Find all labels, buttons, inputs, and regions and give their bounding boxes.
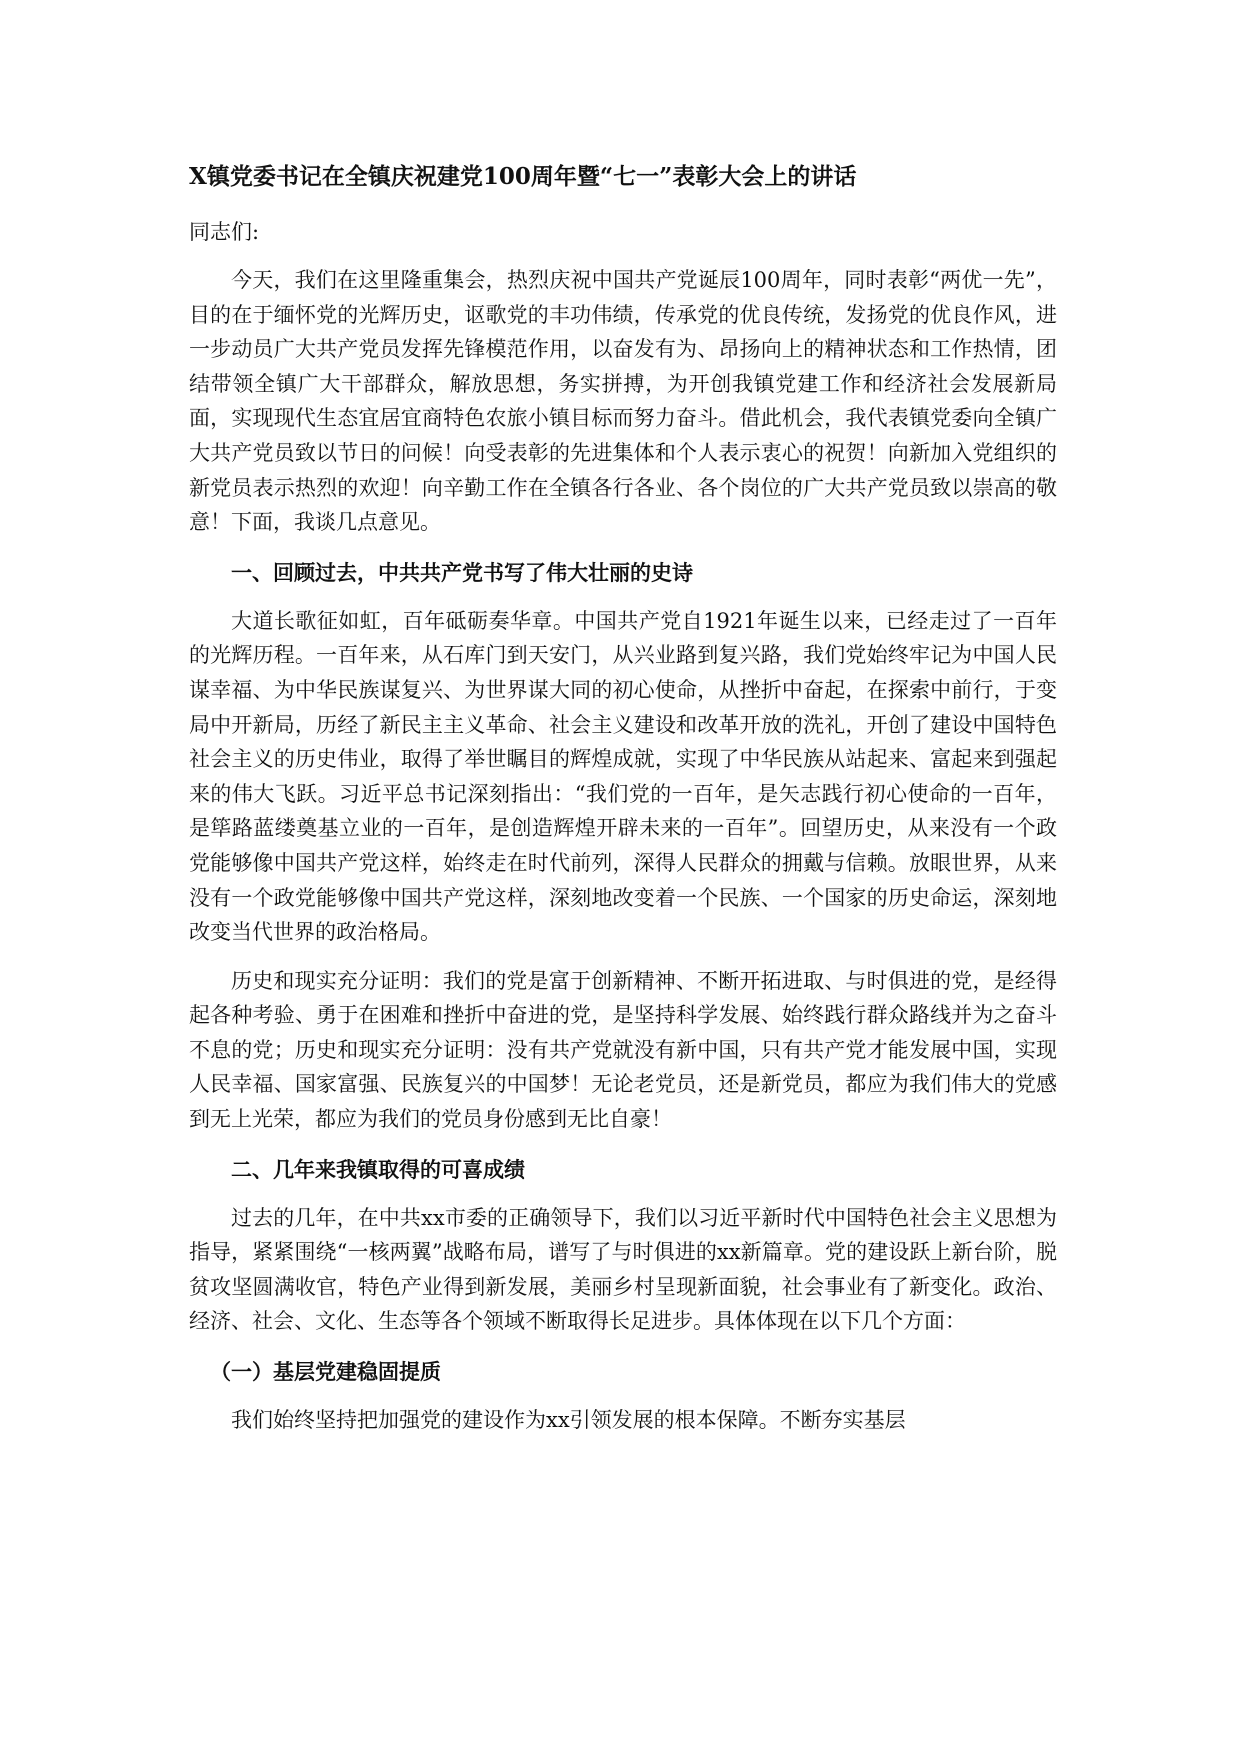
document-title: X镇党委书记在全镇庆祝建党100周年暨“七一”表彰大会上的讲话 [189,163,857,190]
subsection-1-paragraph-1: 我们始终坚持把加强党的建设作为xx引领发展的根本保障。不断夯实基层 [231,1408,906,1433]
salutation: 同志们: [189,220,260,244]
section-2-paragraph-1: 过去的几年，在中共xx市委的正确领导下，我们以习近平新时代中国特色社会主义思想为指导，紧紧围绕“一核两翼”战略布局，谱写了与时俱进的xx新篇章。党的建设跃上新台阶，脱贫攻坚圆满收官，特色产业得到新发展，美丽乡村呈现新面貌，社会事业有了新变化。政治、经济、社会、文化、生态等各个领域不断取得长足进步。具体体现在以下几个方面： [189,1205,1057,1334]
subsection-1-heading: （一）基层党建稳固提质 [210,1359,441,1385]
intro-paragraph: 今天，我们在这里隆重集会，热烈庆祝中国共产党诞辰100周年，同时表彰“两优一先”，目的在于缅怀党的光辉历史，讴歌党的丰功伟绩，传承党的优良传统，发扬党的优良作风，进一步动员广大共产党员发挥先锋模范作用，以奋发有为、昂扬向上的精神状态和工作热情，团结带领全镇广大干部群众，解放思想，务实拼搏，为开创我镇党建工作和经济社会发展新局面，实现现代生态宜居宜商特色农旅小镇目标而努力奋斗。借此机会，我代表镇党委向全镇广大共产党员致以节日的问候！向受表彰的先进集体和个人表示衷心的祝贺！向新加入党组织的新党员表示热烈的欢迎！向辛勤工作在全镇各行各业、各个岗位的广大共产党员致以崇高的敬意！下面，我谈几点意见。 [189,268,1057,535]
document-body [189,160,1057,1438]
section-1-heading: 一、回顾过去，中共共产党书写了伟大壮丽的史诗 [231,559,693,585]
section-1-paragraph-2: 历史和现实充分证明：我们的党是富于创新精神、不断开拓进取、与时俱进的党，是经得起各种考验、勇于在困难和挫折中奋进的党，是坚持科学发展、始终践行群众路线并为之奋斗不息的党；历史和现实充分证明：没有共产党就没有新中国，只有共产党才能发展中国，实现人民幸福、国家富强、民族复兴的中国梦！无论老党员，还是新党员，都应为我们伟大的党感到无上光荣，都应为我们的党员身份感到无比自豪！ [189,968,1057,1132]
section-2-heading: 二、几年来我镇取得的可喜成绩 [231,1156,525,1182]
section-1-paragraph-1: 大道长歌征如虹，百年砥砺奏华章。中国共产党自1921年诞生以来，已经走过了一百年的光辉历程。一百年来，从石库门到天安门，从兴业路到复兴路，我们党始终牢记为中国人民谋幸福、为中华民族谋复兴、为世界谋大同的初心使命，从挫折中奋起，在探索中前行，于变局中开新局，历经了新民主主义革命、社会主义建设和改革开放的洗礼，开创了建设中国特色社会主义的历史伟业，取得了举世瞩目的辉煌成就，实现了中华民族从站起来、富起来到强起来的伟大飞跃。习近平总书记深刻指出：“我们党的一百年，是矢志践行初心使命的一百年，是筚路蓝缕奠基立业的一百年，是创造辉煌开辟未来的一百年”。回望历史，从来没有一个政党能够像中国共产党这样，始终走在时代前列，深得人民群众的拥戴与信赖。放眼世界，从来没有一个政党能够像中国共产党这样，深刻地改变着一个民族、一个国家的历史命运，深刻地改变当代世界的政治格局。 [189,608,1057,945]
